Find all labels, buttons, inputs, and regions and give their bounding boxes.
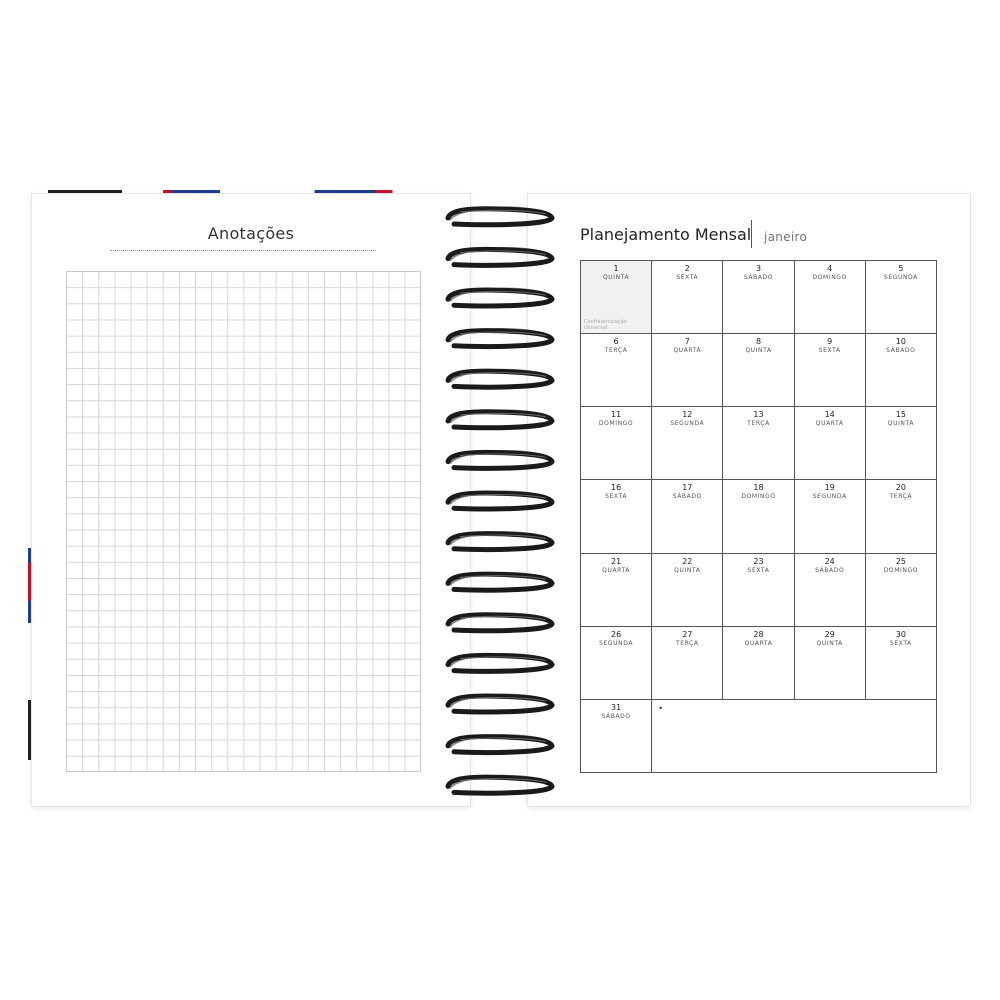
weekday-label: QUINTA xyxy=(674,566,701,574)
weekday-label: SEXTA xyxy=(747,566,770,574)
calendar-day-cell[interactable] xyxy=(795,261,866,334)
holiday-note: Confraternização Universal xyxy=(584,319,627,332)
weekday-label: SÁBADO xyxy=(672,493,702,501)
calendar-day-cell[interactable] xyxy=(652,407,723,480)
planner-page xyxy=(528,194,970,806)
calendar-day-cell[interactable] xyxy=(866,334,937,407)
day-number: 19 xyxy=(824,483,835,493)
calendar-day-cell[interactable] xyxy=(723,407,794,480)
spiral-ring xyxy=(448,654,552,671)
weekday-label: SEGUNDA xyxy=(599,639,634,647)
calendar-day-cell[interactable] xyxy=(723,261,794,334)
weekday-label: TERÇA xyxy=(675,639,699,647)
calendar-day-cell[interactable] xyxy=(581,261,652,334)
weekday-label: QUINTA xyxy=(602,274,630,281)
day-number: 6 xyxy=(613,337,619,347)
calendar-day-cell[interactable] xyxy=(581,554,652,627)
calendar-day-cell[interactable] xyxy=(795,554,866,627)
weekday-label: DOMINGO xyxy=(741,493,776,501)
day-number: 30 xyxy=(895,629,906,639)
day-number: 7 xyxy=(684,337,690,347)
spiral-ring xyxy=(448,289,552,306)
day-number: 4 xyxy=(827,264,833,273)
notes-title-underline xyxy=(110,250,376,251)
weekday-label: QUINTA xyxy=(816,639,843,647)
spiral-ring xyxy=(448,613,552,630)
day-number: 20 xyxy=(895,483,906,493)
bullet-mark: • xyxy=(658,703,663,713)
weekday-label: DOMINGO xyxy=(812,274,847,281)
day-number: 31 xyxy=(611,702,622,712)
notes-page xyxy=(32,194,470,806)
calendar-day-cell[interactable] xyxy=(723,627,794,700)
day-number: 21 xyxy=(611,556,622,566)
day-number: 3 xyxy=(755,264,762,273)
spiral-ring xyxy=(448,532,552,549)
weekday-label: SEXTA xyxy=(818,347,841,355)
day-number: 24 xyxy=(824,556,835,566)
weekday-label: SÁBADO xyxy=(601,712,631,720)
spiral-ring xyxy=(448,573,552,590)
weekday-label: SÁBADO xyxy=(886,347,916,355)
spiral-binding xyxy=(440,196,560,808)
spiral-ring xyxy=(448,410,552,427)
weekday-label: SEXTA xyxy=(605,493,628,501)
notes-cell[interactable] xyxy=(652,700,937,773)
calendar-day-cell[interactable] xyxy=(866,627,937,700)
day-number: 9 xyxy=(827,337,833,347)
weekday-label: QUARTA xyxy=(815,420,844,428)
planner-title: Planejamento Mensal xyxy=(580,225,752,244)
calendar-day-cell[interactable] xyxy=(652,261,723,334)
spiral-ring xyxy=(448,207,552,224)
weekday-label: DOMINGO xyxy=(598,420,634,428)
day-number: 2 xyxy=(684,264,690,273)
weekday-label: QUINTA xyxy=(887,420,915,428)
day-number: 11 xyxy=(611,410,622,420)
weekday-label: TERÇA xyxy=(604,347,628,355)
day-number: 27 xyxy=(682,629,693,639)
day-number: 26 xyxy=(611,629,622,639)
spiral-ring xyxy=(448,776,552,793)
calendar-day-cell[interactable] xyxy=(723,334,794,407)
day-number: 16 xyxy=(611,483,622,493)
calendar-grid xyxy=(580,260,937,773)
weekday-label: DOMINGO xyxy=(883,566,919,574)
weekday-label: SEXTA xyxy=(676,274,699,281)
day-number: 1 xyxy=(613,264,619,273)
day-number: 25 xyxy=(895,556,906,566)
calendar-day-cell[interactable] xyxy=(795,480,866,553)
calendar-day-cell[interactable] xyxy=(866,480,937,553)
spiral-ring xyxy=(448,735,552,752)
weekday-label: SÁBADO xyxy=(743,274,774,281)
weekday-label: SEXTA xyxy=(889,639,912,647)
calendar-day-cell[interactable] xyxy=(581,334,652,407)
spiral-ring xyxy=(448,248,552,265)
calendar-day-cell[interactable] xyxy=(652,554,723,627)
title-divider xyxy=(751,220,752,248)
calendar-day-cell[interactable] xyxy=(866,261,937,334)
day-number: 29 xyxy=(824,629,835,639)
day-number: 28 xyxy=(753,629,764,639)
day-number: 22 xyxy=(682,556,693,566)
spiral-ring xyxy=(448,451,552,468)
weekday-label: QUARTA xyxy=(673,347,702,355)
day-number: 23 xyxy=(753,556,764,566)
day-number: 13 xyxy=(753,410,764,420)
day-number: 5 xyxy=(898,264,904,273)
day-number: 15 xyxy=(895,410,906,420)
calendar-day-cell[interactable] xyxy=(866,407,937,480)
grid-paper xyxy=(66,271,421,772)
weekday-label: QUINTA xyxy=(745,347,772,355)
weekday-label: QUARTA xyxy=(744,639,773,647)
calendar-day-cell[interactable] xyxy=(795,334,866,407)
weekday-label: TERÇA xyxy=(747,420,770,428)
calendar-day-cell[interactable] xyxy=(795,627,866,700)
weekday-label: TERÇA xyxy=(889,493,913,501)
day-number: 10 xyxy=(895,337,906,347)
calendar-day-cell[interactable] xyxy=(581,627,652,700)
weekday-label: QUARTA xyxy=(602,566,631,574)
weekday-label: SEGUNDA xyxy=(670,420,705,428)
calendar-day-cell[interactable] xyxy=(581,407,652,480)
calendar-day-cell[interactable] xyxy=(581,480,652,553)
notes-title: Anotações xyxy=(207,224,295,243)
day-number: 8 xyxy=(755,337,762,347)
month-name: janeiro xyxy=(764,230,808,244)
calendar-day-cell[interactable] xyxy=(652,627,723,700)
calendar-day-cell[interactable] xyxy=(723,554,794,627)
calendar-day-cell[interactable] xyxy=(581,700,652,773)
weekday-label: SEGUNDA xyxy=(812,493,847,501)
calendar-day-cell[interactable] xyxy=(652,334,723,407)
calendar-day-cell[interactable] xyxy=(652,480,723,553)
day-number: 17 xyxy=(682,483,693,493)
calendar-day-cell[interactable] xyxy=(723,480,794,553)
calendar-day-cell[interactable] xyxy=(866,554,937,627)
day-number: 18 xyxy=(753,483,764,493)
spiral-ring xyxy=(448,695,552,712)
spiral-ring xyxy=(448,370,552,387)
day-number: 14 xyxy=(824,410,835,420)
weekday-label: SÁBADO xyxy=(815,566,845,574)
spiral-ring xyxy=(448,492,552,509)
weekday-label: SEGUNDA xyxy=(883,274,918,281)
day-number: 12 xyxy=(682,410,693,420)
spiral-ring xyxy=(448,329,552,346)
calendar-day-cell[interactable] xyxy=(795,407,866,480)
